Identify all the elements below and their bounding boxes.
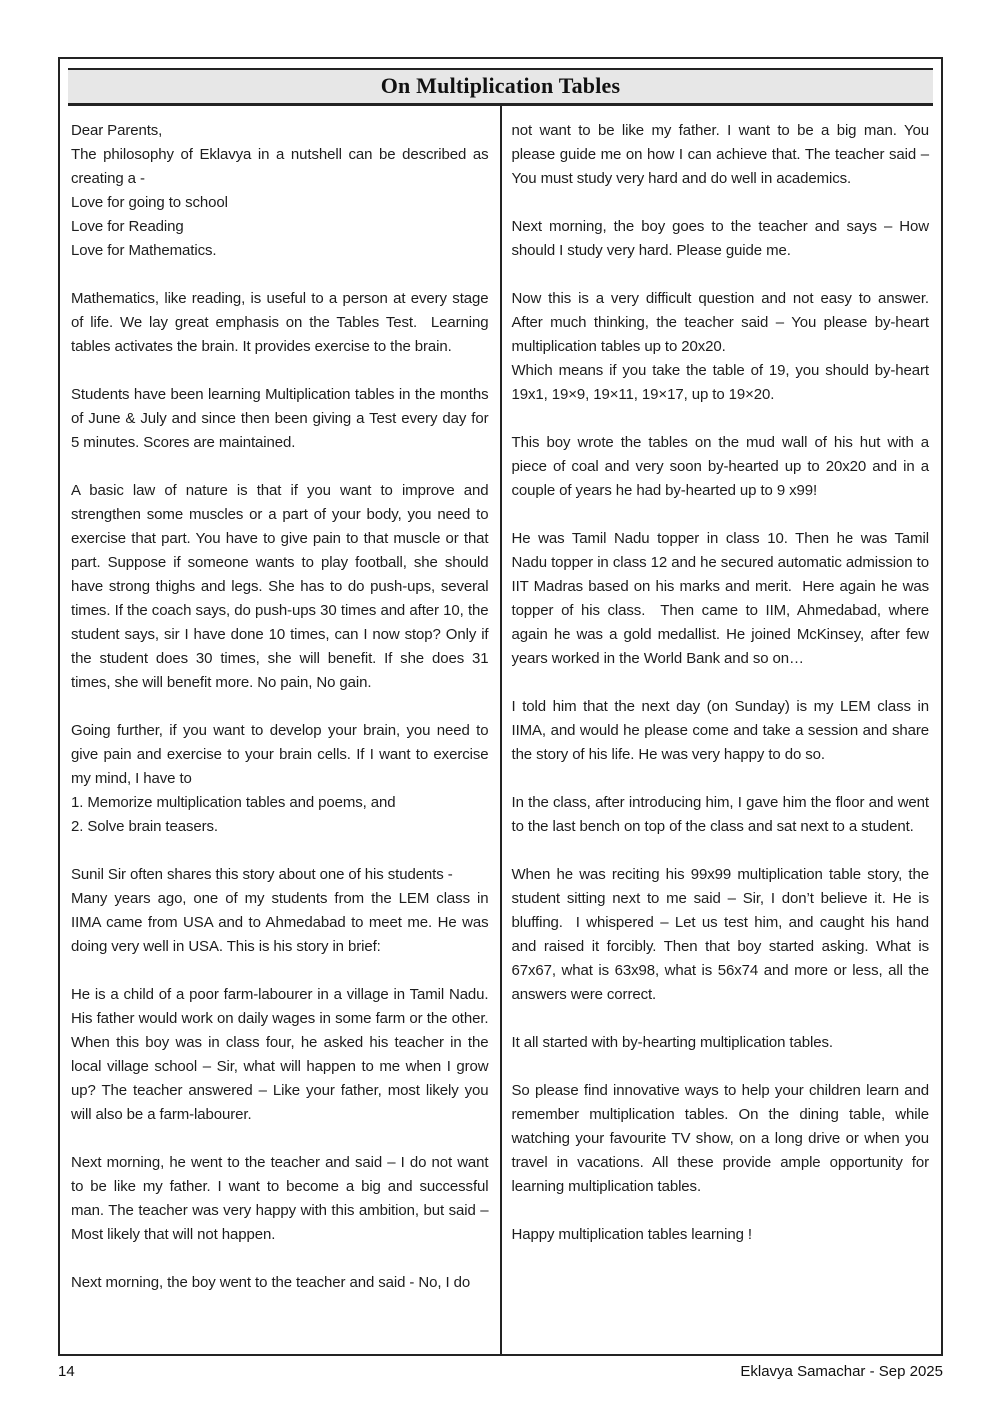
paragraph — [511, 1079, 934, 1199]
text-line: Students have been learning Multiplication tables in the months of June & July and since then been giving a Test every day for 5 minutes. Scores are maintained. — [71, 386, 493, 451]
article-frame — [58, 57, 943, 1356]
paragraph — [71, 287, 493, 359]
paragraph — [71, 863, 493, 959]
paragraph — [511, 119, 934, 191]
text-line: The philosophy of Eklavya in a nutshell can be described as creating a - — [71, 146, 493, 187]
paragraph — [71, 479, 493, 695]
text-line: Mathematics, like reading, is useful to a person at every stage of life. We lay great emphasis on the Tables Test. Learning tables activates the brain. It provides exercise to the brain. — [71, 290, 493, 355]
text-line: Which means if you take the table of 19, you should by-heart 19x1, 19×9, 19×11, 19×17, up to 19×20. — [511, 362, 934, 403]
text-line: Love for Mathematics. — [71, 242, 217, 259]
text-line: Sunil Sir often shares this story about one of his students - — [71, 866, 453, 883]
text-line: Love for going to school — [71, 194, 228, 211]
paragraph — [511, 695, 934, 767]
paragraph — [71, 119, 493, 263]
text-line: He is a child of a poor farm-labourer in a village in Tamil Nadu. His father would work on daily wages in some farm or the other. When this boy was in class four, he asked his teacher in the local village school – Sir, what will happen to me when I grow up? The teacher answered – Like your father, most likely you will also be a farm-labourer. — [71, 986, 493, 1123]
paragraph — [511, 863, 934, 1007]
text-line: He was Tamil Nadu topper in class 10. Then he was Tamil Nadu topper in class 12 and he secured automatic admission to IIT Madras based on his marks and merit. Here again he was topper of his class. Then came to IIM, Ahmedabad, where again he was a gold medallist. He joined McKinsey, after few years worked in the World Bank and so on… — [511, 530, 934, 667]
text-line: 1. Memorize multiplication tables and poems, and — [71, 794, 396, 811]
paragraph — [71, 383, 493, 455]
paragraph — [512, 1031, 930, 1055]
text-line: Next morning, he went to the teacher and said – I do not want to be like my father. I want to become a big and successful man. The teacher was very happy with this ambition, but said – Most likely that will not happen. — [71, 1154, 493, 1243]
paragraph — [511, 791, 934, 839]
text-line: Many years ago, one of my students from the LEM class in IIMA came from USA and to Ahmedabad to meet me. He was doing very well in USA. This is his story in brief: — [71, 890, 493, 955]
text-line: It all started with by-hearting multiplication tables. — [511, 1034, 833, 1051]
text-line: In the class, after introducing him, I gave him the floor and went to the last bench on top of the class and sat next to a student. — [511, 794, 934, 835]
text-line: I told him that the next day (on Sunday) is my LEM class in IIMA, and would he please come and take a session and share the story of his life. He was very happy to do so. — [511, 698, 934, 763]
text-line: This boy wrote the tables on the mud wall of his hut with a piece of coal and very soon by-hearted up to 20x20 and in a couple of years he had by-hearted up to 9 x99! — [511, 434, 934, 499]
column-right — [501, 106, 942, 1354]
text-line: 2. Solve brain teasers. — [71, 818, 218, 835]
issue-label: Eklavya Samachar - Sep 2025 — [740, 1363, 943, 1380]
paragraph — [71, 719, 493, 839]
page-footer — [58, 1363, 943, 1380]
article-body — [60, 106, 941, 1354]
text-line: Dear Parents, — [71, 122, 163, 139]
paragraph — [71, 1271, 489, 1295]
paragraph — [512, 1223, 930, 1247]
text-line: Going further, if you want to develop your brain, you need to give pain and exercise to your brain cells. If I want to exercise my mind, I have to — [71, 722, 493, 787]
text-line: A basic law of nature is that if you want to improve and strengthen some muscles or a part of your body, you need to exercise that part. You have to give pain to that muscle or that part. Suppose if someone wants to play football, she should have strong thighs and legs. She has to do push-ups, several times. If the coach says, do push-ups 30 times and after 10, the student says, sir I have done 10 times, can I now stop? Only if the student does 30 times, she will benefit. If she does 31 times, she will benefit more. No pain, No gain. — [71, 482, 493, 691]
paragraph — [71, 1151, 493, 1247]
text-line: Love for Reading — [71, 218, 184, 235]
column-left — [60, 106, 501, 1354]
text-line: Next morning, the boy went to the teacher and said - No, I do — [71, 1274, 471, 1291]
page-title: On Multiplication Tables — [380, 73, 621, 98]
text-line: Happy multiplication tables learning ! — [511, 1226, 752, 1243]
page-number: 14 — [58, 1363, 75, 1380]
text-line: not want to be like my father. I want to be a big man. You please guide me on how I can achieve that. The teacher said – You must study very hard and do well in academics. — [511, 122, 934, 187]
text-line: When he was reciting his 99x99 multiplication table story, the student sitting next to me said – Sir, I don’t believe it. He is bluffing. I whispered – Let us test him, and caught his hand and raised it forcibly. Then that boy started asking. What is 67x67, what is 63x98, what is 56x74 and more or less, all the answers were correct. — [511, 866, 934, 1003]
text-line: Next morning, the boy goes to the teacher and says – How should I study very hard. Please guide me. — [511, 218, 934, 259]
paragraph — [71, 983, 493, 1127]
column-divider — [500, 106, 502, 1354]
paragraph — [511, 527, 934, 671]
text-line: So please find innovative ways to help your children learn and remember multiplication tables. On the dining table, while watching your favourite TV show, on a long drive or when you travel in vacations. All these provide ample opportunity for learning multiplication tables. — [511, 1082, 934, 1195]
paragraph — [511, 215, 934, 263]
text-line: Now this is a very difficult question and not easy to answer. After much thinking, the teacher said – You please by-heart multiplication tables up to 20x20. — [511, 290, 934, 355]
paragraph — [511, 431, 934, 503]
title-band — [68, 68, 933, 106]
paragraph — [511, 287, 934, 407]
